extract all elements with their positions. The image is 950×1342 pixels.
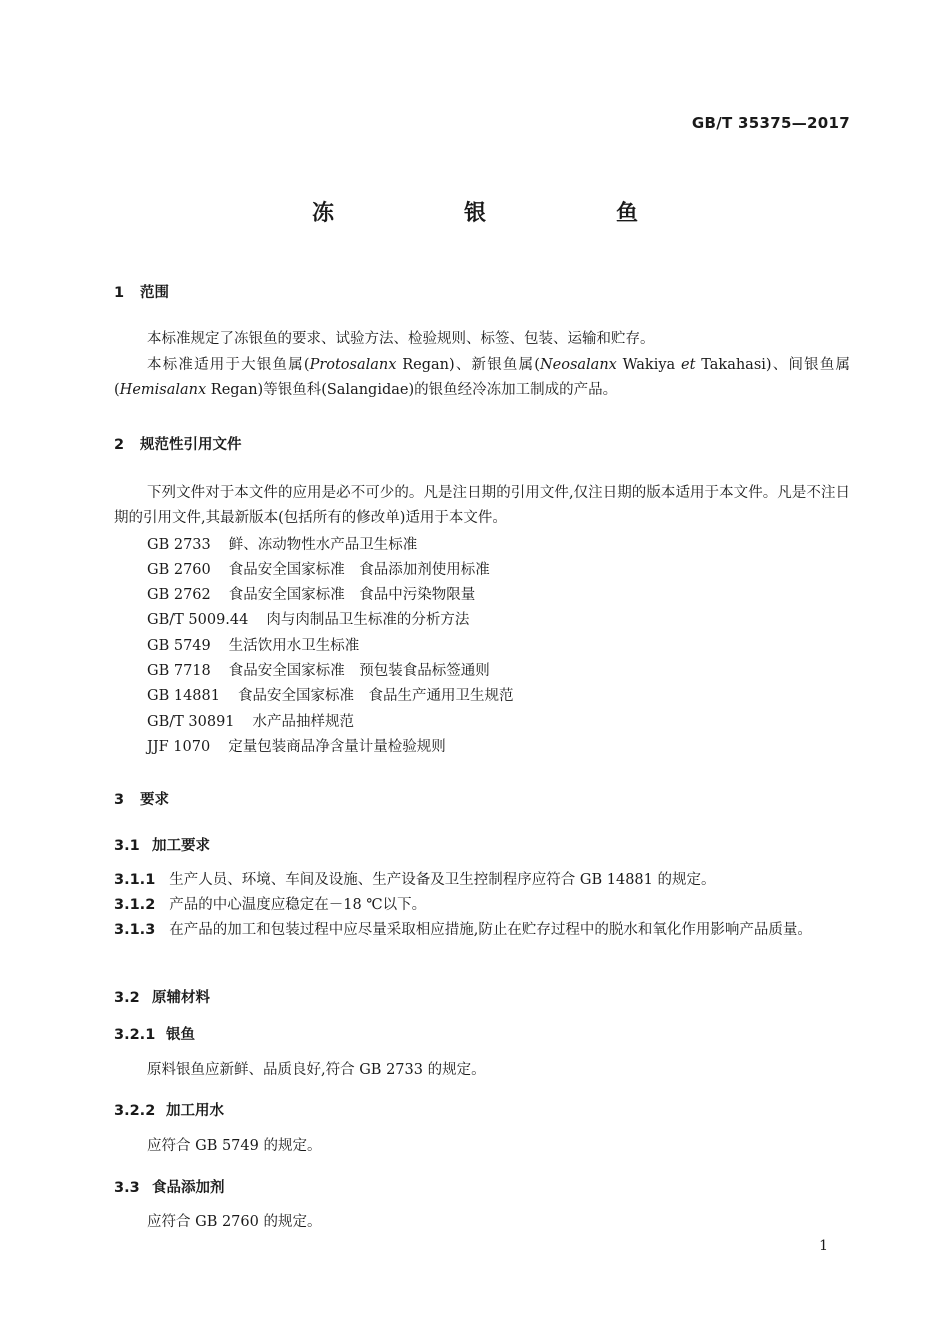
subsection-3-2-1-heading — [114, 1023, 195, 1044]
et-italic: et — [681, 357, 696, 373]
subsection-title: 加工要求 — [152, 838, 210, 854]
subsection-number: 3.2 — [114, 990, 140, 1006]
clause-3-1-3: 3.1.3 在产品的加工和包装过程中应尽量采取相应措施,防止在贮存过程中的脱水和氧化作用影响产品质量。 — [114, 922, 812, 938]
section-title: 要求 — [140, 792, 169, 808]
subsection-number: 3.3 — [114, 1180, 140, 1196]
subsection-title: 银鱼 — [166, 1027, 195, 1043]
ref-item: GB 2760 食品安全国家标准 食品添加剂使用标准 — [147, 562, 490, 578]
subsection-3-3-heading — [114, 1176, 225, 1197]
food-additive-requirement: 应符合 GB 2760 的规定。 — [147, 1214, 322, 1230]
process-water-requirement: 应符合 GB 5749 的规定。 — [147, 1138, 322, 1154]
ref-item: GB 2733 鲜、冻动物性水产品卫生标准 — [147, 537, 418, 553]
subsection-3-2-2-heading — [114, 1099, 224, 1120]
subsection-number: 3.2.1 — [114, 1027, 156, 1043]
clause-3-1-2: 3.1.2 产品的中心温度应稳定在－18 ℃以下。 — [114, 897, 427, 913]
ref-item: GB/T 30891 水产品抽样规范 — [147, 714, 355, 730]
subsection-3-2-heading — [114, 986, 210, 1007]
ref-item: GB 2762 食品安全国家标准 食品中污染物限量 — [147, 587, 476, 603]
ref-item: GB 14881 食品安全国家标准 食品生产通用卫生规范 — [147, 688, 514, 704]
subsection-3-1-heading — [114, 834, 210, 855]
section-title: 规范性引用文件 — [140, 437, 242, 453]
genus-hemisalanx: Hemisalanx — [119, 382, 207, 398]
subsection-title: 食品添加剂 — [152, 1180, 225, 1196]
scope-paragraph-1: 本标准规定了冻银鱼的要求、试验方法、检验规则、标签、包装、运输和贮存。 — [147, 331, 655, 347]
subsection-number: 3.2.2 — [114, 1103, 156, 1119]
subsection-number: 3.1 — [114, 838, 140, 854]
subsection-title: 原辅材料 — [152, 990, 210, 1006]
section-1-heading — [114, 281, 169, 302]
normative-intro: 下列文件对于本文件的应用是必不可少的。凡是注日期的引用文件,仅注日期的版本适用于本文件。凡是不注日期的引用文件,其最新版本(包括所有的修改单)适用于本文件。 — [114, 485, 850, 526]
ref-item: GB 7718 食品安全国家标准 预包装食品标签通则 — [147, 663, 490, 679]
section-number: 2 — [114, 437, 125, 453]
document-title: 冻 银 鱼 — [311, 201, 692, 226]
genus-protosalanx: Protosalanx — [309, 357, 397, 373]
raw-fish-requirement: 原料银鱼应新鲜、品质良好,符合 GB 2733 的规定。 — [147, 1062, 486, 1078]
ref-item: GB 5749 生活饮用水卫生标准 — [147, 638, 360, 654]
ref-item: JJF 1070 定量包装商品净含量计量检验规则 — [147, 739, 446, 755]
scope-paragraph-2: 本标准适用于大银鱼属(Protosalanx Regan)、新银鱼属(Neosalanx Wakiya et Takahasi)、间银鱼属(Hemisalanx Regan)等银鱼科(Salangidae)的银鱼经冷冻加工制成的产品。 — [114, 357, 851, 398]
section-2-heading — [114, 433, 242, 454]
genus-neosalanx: Neosalanx — [539, 357, 617, 373]
standard-code: GB/T 35375—2017 — [691, 114, 850, 132]
section-title: 范围 — [140, 285, 169, 301]
subsection-title: 加工用水 — [166, 1103, 224, 1119]
section-3-heading — [114, 788, 169, 809]
section-number: 3 — [114, 792, 125, 808]
page-number: 1 — [819, 1238, 828, 1254]
clause-3-1-1: 3.1.1 生产人员、环境、车间及设施、生产设备及卫生控制程序应符合 GB 14881 的规定。 — [114, 872, 716, 888]
ref-item: GB/T 5009.44 肉与肉制品卫生标准的分析方法 — [147, 612, 470, 628]
section-number: 1 — [114, 285, 125, 301]
